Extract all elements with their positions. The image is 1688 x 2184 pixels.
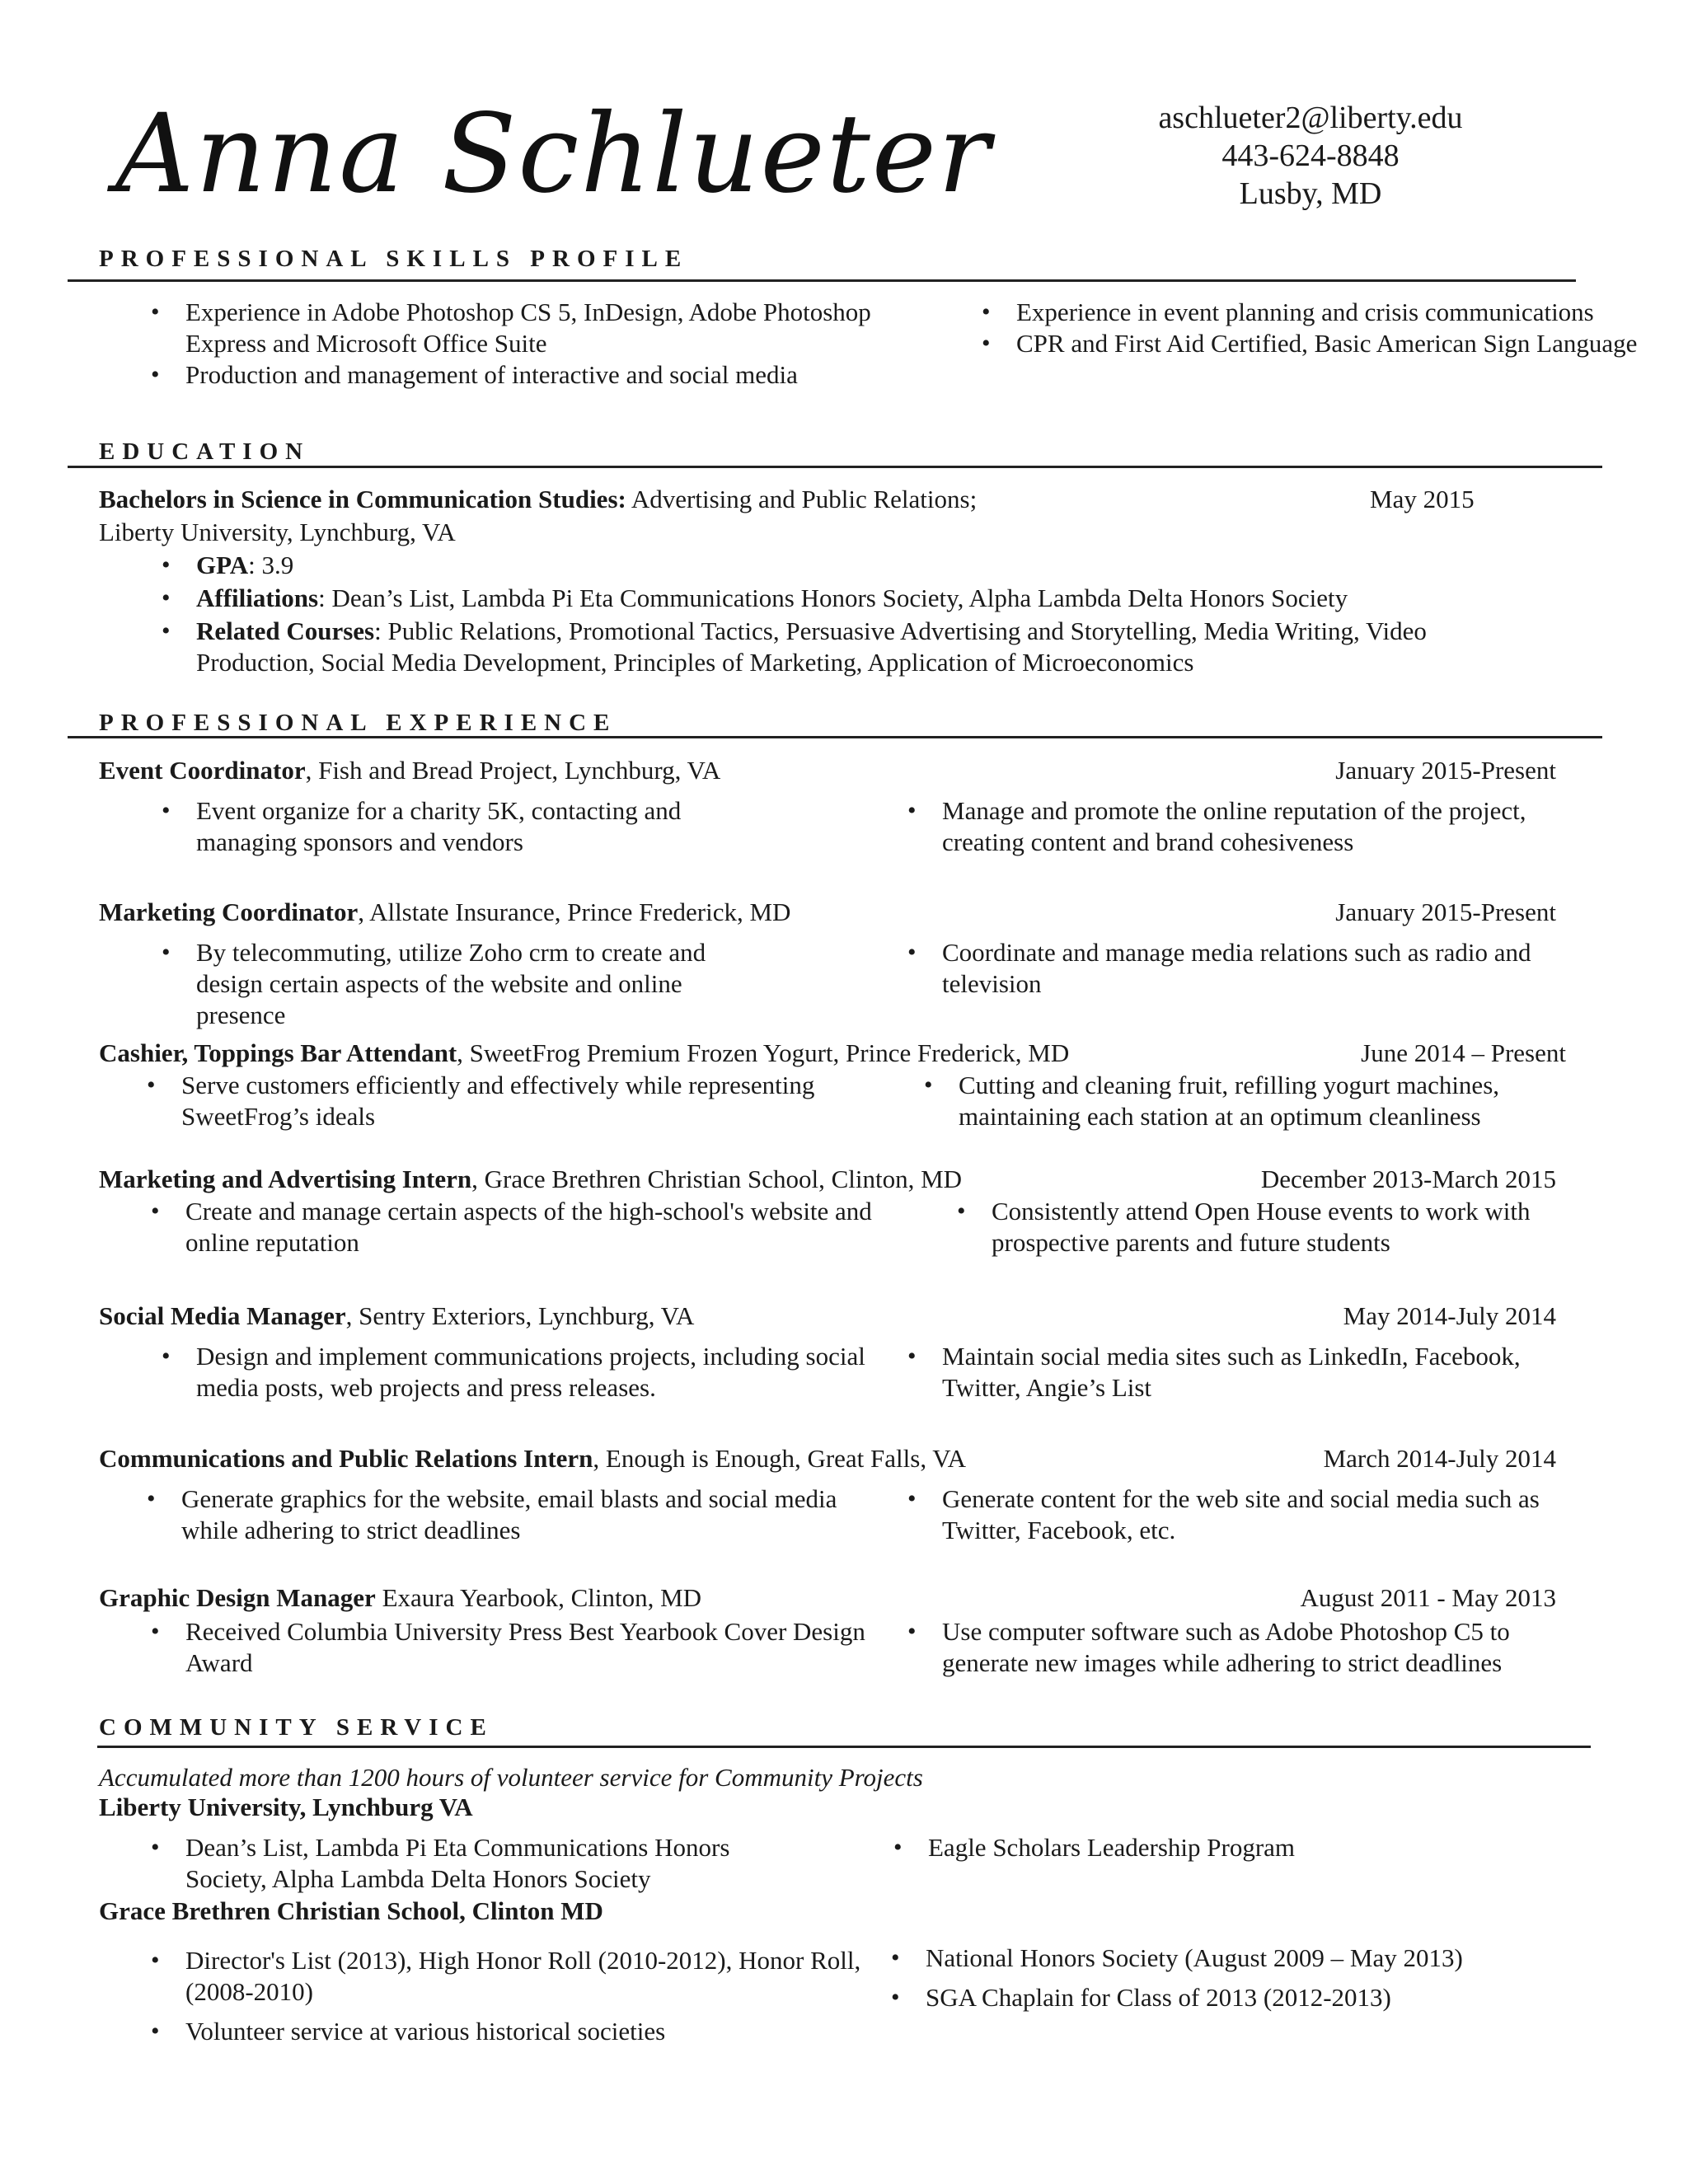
list-item: • SGA Chaplain for Class of 2013 (2012-2013) (876, 1982, 1585, 2013)
job-heading (99, 1038, 1069, 1069)
job-date: August 2011 - May 2013 (1300, 1583, 1556, 1612)
skills-right-list (967, 297, 1643, 359)
job-right-list (893, 795, 1585, 858)
list-item (147, 583, 1531, 614)
job-left-list (147, 795, 740, 858)
job-left-list (147, 1341, 872, 1404)
list-item: • Generate graphics for the website, email blasts and social media while adhering to strict deadlines (132, 1483, 857, 1546)
list-item: • CPR and First Aid Certified, Basic American Sign Language (967, 328, 1643, 359)
list-item: • Director's List (2013), High Honor Roll (2010-2012), Honor Roll, (2008-2010) (136, 1945, 861, 2008)
list-item: • Generate content for the web site and social media such as Twitter, Facebook, etc. (893, 1483, 1601, 1546)
job-date: January 2015-Present (1335, 898, 1556, 926)
job-org: , Allstate Insurance, Prince Frederick, MD (358, 898, 791, 926)
job-left-list (147, 937, 773, 1031)
list-item: • Manage and promote the online reputation of the project, creating content and brand cohesiveness (893, 795, 1585, 858)
job-right-list (942, 1196, 1585, 1258)
list-item: • Experience in Adobe Photoshop CS 5, InDesign, Adobe Photoshop Express and Microsoft Office Suite (136, 297, 878, 359)
list-item: • Design and implement communications projects, including social media posts, web projects and press releases. (147, 1341, 872, 1404)
item-label: GPA (196, 551, 249, 579)
job-date: March 2014-July 2014 (1323, 1444, 1556, 1473)
job-date: June 2014 – Present (1361, 1038, 1566, 1067)
education-degree (99, 484, 977, 515)
education-list (147, 550, 1531, 678)
section-title-skills: PROFESSIONAL SKILLS PROFILE (99, 246, 689, 272)
job-date: January 2015-Present (1335, 756, 1556, 785)
job-right-list (909, 1070, 1568, 1132)
job-heading (99, 897, 790, 928)
list-item: • By telecommuting, utilize Zoho crm to create and design certain aspects of the website and online presence (147, 937, 773, 1031)
job-right-list (893, 937, 1568, 1000)
job-role: Graphic Design Manager (99, 1583, 376, 1612)
list-item (147, 616, 1531, 678)
job-heading (99, 1582, 701, 1614)
contact-location: Lusby, MD (1239, 176, 1382, 211)
list-item: • Coordinate and manage media relations such as radio and television (893, 937, 1568, 1000)
list-item: • Event organize for a charity 5K, contacting and managing sponsors and vendors (147, 795, 740, 858)
job-left-list (136, 1616, 878, 1679)
job-date: December 2013-March 2015 (1260, 1165, 1556, 1193)
education-school: Liberty University, Lynchburg, VA (99, 518, 456, 546)
degree-title: Bachelors in Science in Communication Studies: (99, 485, 626, 513)
list-item: • Cutting and cleaning fruit, refilling yogurt machines, maintaining each station at an optimum cleanliness (909, 1070, 1568, 1132)
list-item: • National Honors Society (August 2009 – May 2013) (876, 1943, 1585, 1974)
list-item: • Eagle Scholars Leadership Program (879, 1832, 1538, 1863)
section-title-experience: PROFESSIONAL EXPERIENCE (99, 710, 617, 736)
job-role: Communications and Public Relations Intern (99, 1444, 593, 1473)
list-item (147, 550, 1531, 581)
list-item: • Maintain social media sites such as LinkedIn, Facebook, Twitter, Angie’s List (893, 1341, 1585, 1404)
community-grace-right (876, 1943, 1585, 2013)
job-org: , Sentry Exteriors, Lynchburg, VA (345, 1301, 695, 1330)
job-heading (99, 1164, 962, 1195)
job-date: May 2014-July 2014 (1343, 1301, 1556, 1330)
job-org: , Fish and Bread Project, Lynchburg, VA (305, 756, 721, 785)
section-rule (68, 279, 1576, 282)
list-item: • Consistently attend Open House events to work with prospective parents and future students (942, 1196, 1585, 1258)
job-left-list (132, 1070, 874, 1132)
job-org: Exaura Yearbook, Clinton, MD (375, 1583, 702, 1612)
job-role: Marketing Coordinator (99, 898, 359, 926)
section-rule (68, 466, 1602, 468)
job-right-list (893, 1341, 1585, 1404)
section-title-community: COMMUNITY SERVICE (99, 1714, 494, 1741)
list-item: • Production and management of interactive and social media (136, 359, 878, 391)
job-left-list (132, 1483, 857, 1546)
job-heading (99, 755, 720, 786)
job-heading (99, 1301, 694, 1332)
contact-block (1137, 99, 1484, 213)
job-role: Social Media Manager (99, 1301, 346, 1330)
contact-phone: 443-624-8848 (1221, 138, 1400, 173)
item-label: Affiliations (196, 583, 319, 612)
list-item: • Received Columbia University Press Best Yearbook Cover Design Award (136, 1616, 878, 1679)
item-text: : 3.9 (248, 551, 294, 579)
section-rule (97, 1746, 1591, 1748)
list-item: • Experience in event planning and crisis communications (967, 297, 1643, 328)
job-heading (99, 1443, 966, 1474)
job-left-list (136, 1196, 878, 1258)
community-intro: Accumulated more than 1200 hours of volunteer service for Community Projects (99, 1763, 923, 1792)
job-role: Cashier, Toppings Bar Attendant (99, 1038, 457, 1067)
job-right-list (893, 1483, 1601, 1546)
job-org: , Grace Brethren Christian School, Clinton, MD (471, 1165, 963, 1193)
contact-email: aschlueter2@liberty.edu (1158, 101, 1463, 135)
item-label: Related Courses (196, 616, 375, 645)
job-role: Event Coordinator (99, 756, 306, 785)
community-grace-left (136, 1945, 861, 2047)
job-org: , SweetFrog Premium Frozen Yogurt, Prince Frederick, MD (457, 1038, 1070, 1067)
job-right-list (893, 1616, 1585, 1679)
job-role: Marketing and Advertising Intern (99, 1165, 472, 1193)
list-item: • Volunteer service at various historical societies (136, 2016, 861, 2047)
community-liberty-left (136, 1832, 762, 1895)
list-item: • Dean’s List, Lambda Pi Eta Communications Honors Society, Alpha Lambda Delta Honors Society (136, 1832, 762, 1895)
item-text: : Public Relations, Promotional Tactics, Persuasive Advertising and Storytelling, Media Writing, Video Production, Social Media Development, Principles of Marketing, Application of Microeconomics (196, 616, 1427, 677)
job-org: , Enough is Enough, Great Falls, VA (593, 1444, 967, 1473)
list-item: • Use computer software such as Adobe Photoshop C5 to generate new images while adhering to strict deadlines (893, 1616, 1585, 1679)
skills-left-list (136, 297, 878, 391)
item-text: : Dean’s List, Lambda Pi Eta Communications Honors Society, Alpha Lambda Delta Honors Society (318, 583, 1348, 612)
community-liberty-right (879, 1832, 1538, 1863)
resume-name: Anna Schlueter (115, 91, 992, 218)
list-item: • Create and manage certain aspects of the high-school's website and online reputation (136, 1196, 878, 1258)
community-org-liberty: Liberty University, Lynchburg VA (99, 1793, 473, 1821)
community-org-grace: Grace Brethren Christian School, Clinton MD (99, 1896, 603, 1925)
education-date: May 2015 (1370, 485, 1475, 513)
degree-focus: Advertising and Public Relations; (626, 485, 978, 513)
section-title-education: EDUCATION (99, 438, 311, 465)
list-item: • Serve customers efficiently and effectively while representing SweetFrog’s ideals (132, 1070, 874, 1132)
section-rule (68, 736, 1602, 738)
